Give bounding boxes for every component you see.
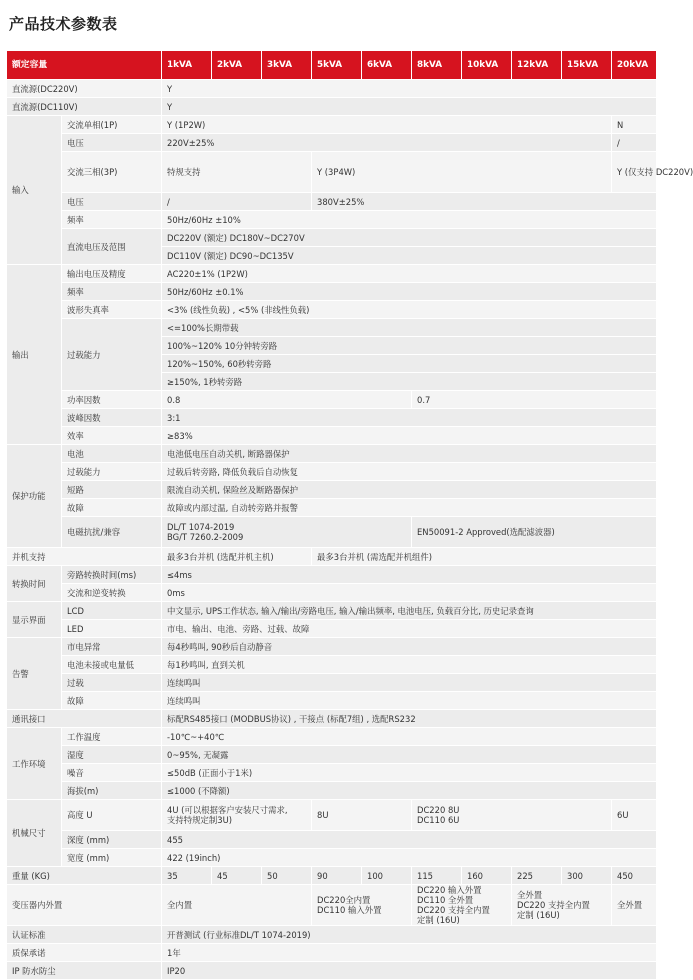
cell-value bbox=[512, 885, 612, 926]
cell-value: ≥150%, 1秒转旁路 bbox=[162, 373, 657, 391]
row-label-ac1p: 交流单相(1P) bbox=[62, 116, 162, 134]
row-label-height: 高度 U bbox=[62, 800, 162, 831]
cell-value: 450 bbox=[612, 867, 657, 885]
header-8kva: 8kVA bbox=[412, 51, 462, 80]
height-line-3: DC220 8U bbox=[417, 805, 460, 815]
cell-value: 限流自动关机, 保险丝及断路器保护 bbox=[162, 481, 657, 499]
cell-value bbox=[412, 885, 512, 926]
transformer-line: DC110 输入外置 bbox=[317, 905, 382, 915]
group-label-dimensions: 机械尺寸 bbox=[7, 800, 62, 867]
row-label-overload: 过载能力 bbox=[62, 319, 162, 391]
row-label-crest-factor: 波峰因数 bbox=[62, 409, 162, 427]
cell-value: 50 bbox=[262, 867, 312, 885]
table-row bbox=[7, 427, 657, 445]
cell-value bbox=[312, 885, 412, 926]
transformer-line: DC110 全外置 bbox=[417, 895, 474, 905]
header-rated-capacity: 额定容量 bbox=[7, 51, 162, 80]
header-10kva: 10kVA bbox=[462, 51, 512, 80]
row-label-overload: 过载能力 bbox=[62, 463, 162, 481]
cell-value: EN50091-2 Approved(选配滤波器) bbox=[412, 517, 657, 548]
cell-value: AC220±1% (1P2W) bbox=[162, 265, 657, 283]
row-label-width: 宽度 (mm) bbox=[62, 849, 162, 867]
cell-value: 45 bbox=[212, 867, 262, 885]
row-label-voltage: 电压 bbox=[62, 193, 162, 211]
cell-value: 故障或内部过温, 自动转旁路并报警 bbox=[162, 499, 657, 517]
row-label-lcd: LCD bbox=[62, 602, 162, 620]
row-label-overload: 过载 bbox=[62, 674, 162, 692]
cell-value: 90 bbox=[312, 867, 362, 885]
header-3kva: 3kVA bbox=[262, 51, 312, 80]
header-20kva: 20kVA bbox=[612, 51, 657, 80]
cell-value: 市电、输出、电池、旁路、过载、故障 bbox=[162, 620, 657, 638]
cell-value: <3% (线性负载) , <5% (非线性负载) bbox=[162, 301, 657, 319]
transformer-line: DC220 支持全内置 bbox=[517, 900, 590, 910]
cell-value: 225 bbox=[512, 867, 562, 885]
table-row bbox=[7, 849, 657, 867]
table-row bbox=[7, 445, 657, 463]
cell-value: 35 bbox=[162, 867, 212, 885]
row-label-altitude: 海拔(m) bbox=[62, 782, 162, 800]
cell-value: 120%~150%, 60秒转旁路 bbox=[162, 355, 657, 373]
table-row bbox=[7, 134, 657, 152]
table-row bbox=[7, 674, 657, 692]
header-12kva: 12kVA bbox=[512, 51, 562, 80]
table-row bbox=[7, 800, 657, 831]
cell-value: Y bbox=[162, 98, 657, 116]
table-row bbox=[7, 283, 657, 301]
table-row bbox=[7, 499, 657, 517]
table-row bbox=[7, 517, 657, 548]
height-line-2: 支持特规定制3U) bbox=[167, 815, 232, 825]
transformer-line: 全外置 bbox=[517, 890, 543, 900]
row-label-frequency: 频率 bbox=[62, 211, 162, 229]
height-line-4: DC110 6U bbox=[417, 815, 460, 825]
table-row bbox=[7, 152, 657, 193]
cell-value: / bbox=[612, 134, 657, 152]
cell-value: 每1秒鸣叫, 直到关机 bbox=[162, 656, 657, 674]
header-5kva: 5kVA bbox=[312, 51, 362, 80]
row-label-dc-range: 直流电压及范围 bbox=[62, 229, 162, 265]
cell-value: / bbox=[162, 193, 312, 211]
row-label-humidity: 湿度 bbox=[62, 746, 162, 764]
cell-value: Y (3P4W) bbox=[312, 152, 612, 193]
row-label-ip-rating: IP 防水防尘 bbox=[7, 962, 162, 980]
table-row bbox=[7, 962, 657, 980]
table-row bbox=[7, 692, 657, 710]
cell-value: ≤4ms bbox=[162, 566, 657, 584]
cell-value: 50Hz/60Hz ±10% bbox=[162, 211, 657, 229]
table-row bbox=[7, 584, 657, 602]
cell-value: 过载后转旁路, 降低负载后自动恢复 bbox=[162, 463, 657, 481]
cell-value: 160 bbox=[462, 867, 512, 885]
cell-value: 0~95%, 无凝露 bbox=[162, 746, 657, 764]
cell-value: 6U bbox=[612, 800, 657, 831]
cell-value: 3:1 bbox=[162, 409, 657, 427]
cell-value: 100%~120% 10分钟转旁路 bbox=[162, 337, 657, 355]
group-label-display: 显示界面 bbox=[7, 602, 62, 638]
table-row bbox=[7, 885, 657, 926]
cell-value: 连续鸣叫 bbox=[162, 674, 657, 692]
header-6kva: 6kVA bbox=[362, 51, 412, 80]
cell-value: DC110V (额定) DC90~DC135V bbox=[162, 247, 657, 265]
cell-value: 全内置 bbox=[162, 885, 312, 926]
table-row bbox=[7, 211, 657, 229]
header-2kva: 2kVA bbox=[212, 51, 262, 80]
row-label-parallel: 并机支持 bbox=[7, 548, 162, 566]
header-15kva: 15kVA bbox=[562, 51, 612, 80]
table-row bbox=[7, 80, 657, 98]
row-label-emc: 电磁抗扰/兼容 bbox=[62, 517, 162, 548]
cell-value: ≤1000 (不降额) bbox=[162, 782, 657, 800]
header-row bbox=[7, 51, 657, 80]
cell-value: 特规支持 bbox=[162, 152, 312, 193]
table-row bbox=[7, 301, 657, 319]
cell-value: <=100%长期带载 bbox=[162, 319, 657, 337]
table-row bbox=[7, 867, 657, 885]
emc-line-2: BG/T 7260.2-2009 bbox=[167, 532, 244, 542]
table-row bbox=[7, 319, 657, 337]
cell-value: 最多3台并机 (需选配并机组件) bbox=[312, 548, 657, 566]
row-label-dc220: 直流源(DC220V) bbox=[7, 80, 162, 98]
table-row bbox=[7, 193, 657, 211]
row-label-weight: 重量 (KG) bbox=[7, 867, 162, 885]
group-label-output: 输出 bbox=[7, 265, 62, 445]
row-label-warranty: 质保承诺 bbox=[7, 944, 162, 962]
cell-value: 100 bbox=[362, 867, 412, 885]
row-label-mains-abnormal: 市电异常 bbox=[62, 638, 162, 656]
cell-value: 0.7 bbox=[412, 391, 657, 409]
cell-value: -10℃~+40℃ bbox=[162, 728, 657, 746]
row-label-led: LED bbox=[62, 620, 162, 638]
table-row bbox=[7, 710, 657, 728]
cell-value: 300 bbox=[562, 867, 612, 885]
table-row bbox=[7, 98, 657, 116]
table-row bbox=[7, 602, 657, 620]
table-row bbox=[7, 638, 657, 656]
row-label-output-voltage: 输出电压及精度 bbox=[62, 265, 162, 283]
transformer-line: DC220 支持全内置 bbox=[417, 905, 490, 915]
transformer-line: 定制 (16U) bbox=[517, 910, 560, 920]
table-row bbox=[7, 265, 657, 283]
table-row bbox=[7, 116, 657, 134]
table-row bbox=[7, 656, 657, 674]
group-label-transfer: 转换时间 bbox=[7, 566, 62, 602]
table-row bbox=[7, 746, 657, 764]
row-label-comm: 通讯接口 bbox=[7, 710, 162, 728]
group-label-alarm: 告警 bbox=[7, 638, 62, 710]
cell-value: 每4秒鸣叫, 90秒后自动静音 bbox=[162, 638, 657, 656]
row-label-battery: 电池 bbox=[62, 445, 162, 463]
group-label-input: 输入 bbox=[7, 116, 62, 265]
cell-value: 380V±25% bbox=[312, 193, 657, 211]
cell-value: 455 bbox=[162, 831, 657, 849]
cell-value bbox=[162, 517, 412, 548]
row-label-ac3p: 交流三相(3P) bbox=[62, 152, 162, 193]
table-row bbox=[7, 548, 657, 566]
table-row bbox=[7, 566, 657, 584]
cell-value: 开普测试 (行业标准DL/T 1074-2019) bbox=[162, 926, 657, 944]
row-label-noise: 噪音 bbox=[62, 764, 162, 782]
row-label-efficiency: 效率 bbox=[62, 427, 162, 445]
cell-value: 0ms bbox=[162, 584, 657, 602]
cell-value: DC220V (额定) DC180V~DC270V bbox=[162, 229, 657, 247]
row-label-fault: 故障 bbox=[62, 499, 162, 517]
row-label-certification: 认证标准 bbox=[7, 926, 162, 944]
transformer-line: DC220 输入外置 bbox=[417, 885, 482, 895]
cell-value: Y (仅支持 DC220V) bbox=[612, 152, 657, 193]
emc-line-1: DL/T 1074-2019 bbox=[167, 522, 235, 532]
table-row bbox=[7, 391, 657, 409]
cell-value: 422 (19inch) bbox=[162, 849, 657, 867]
cell-value bbox=[162, 800, 312, 831]
cell-value: Y bbox=[162, 80, 657, 98]
cell-value: 115 bbox=[412, 867, 462, 885]
table-row bbox=[7, 728, 657, 746]
cell-value: 电池低电压自动关机, 断路器保护 bbox=[162, 445, 657, 463]
cell-value: ≤50dB (正面小于1米) bbox=[162, 764, 657, 782]
table-row bbox=[7, 229, 657, 247]
row-label-temperature: 工作温度 bbox=[62, 728, 162, 746]
row-label-dc110: 直流源(DC110V) bbox=[7, 98, 162, 116]
row-label-battery-low: 电池未接或电量低 bbox=[62, 656, 162, 674]
row-label-depth: 深度 (mm) bbox=[62, 831, 162, 849]
table-row bbox=[7, 926, 657, 944]
row-label-ac-inverter: 交流和逆变转换 bbox=[62, 584, 162, 602]
spec-table bbox=[7, 51, 693, 980]
row-label-transformer: 变压器内外置 bbox=[7, 885, 162, 926]
height-line-1: 4U (可以根据客户安装尺寸需求, bbox=[167, 805, 288, 815]
cell-value: 最多3台并机 (选配并机主机) bbox=[162, 548, 312, 566]
cell-value: ≥83% bbox=[162, 427, 657, 445]
table-row bbox=[7, 764, 657, 782]
row-label-thd: 波形失真率 bbox=[62, 301, 162, 319]
table-row bbox=[7, 409, 657, 427]
table-row bbox=[7, 944, 657, 962]
row-label-short-circuit: 短路 bbox=[62, 481, 162, 499]
cell-value: 全外置 bbox=[612, 885, 657, 926]
cell-value bbox=[412, 800, 612, 831]
row-label-frequency: 频率 bbox=[62, 283, 162, 301]
cell-value: 0.8 bbox=[162, 391, 412, 409]
cell-value: 连续鸣叫 bbox=[162, 692, 657, 710]
row-label-bypass-time: 旁路转换时间(ms) bbox=[62, 566, 162, 584]
cell-value: 中文显示, UPS工作状态, 输入/输出/旁路电压, 输入/输出频率, 电池电压, 负载百分比, 历史记录查询 bbox=[162, 602, 657, 620]
cell-value: Y (1P2W) bbox=[162, 116, 612, 134]
table-row bbox=[7, 782, 657, 800]
transformer-line: 定制 (16U) bbox=[417, 915, 460, 925]
row-label-fault: 故障 bbox=[62, 692, 162, 710]
table-row bbox=[7, 463, 657, 481]
cell-value: 50Hz/60Hz ±0.1% bbox=[162, 283, 657, 301]
transformer-line: DC220全内置 bbox=[317, 895, 371, 905]
cell-value: 1年 bbox=[162, 944, 657, 962]
cell-value: N bbox=[612, 116, 657, 134]
table-row bbox=[7, 831, 657, 849]
cell-value: 220V±25% bbox=[162, 134, 612, 152]
row-label-power-factor: 功率因数 bbox=[62, 391, 162, 409]
page-title: 产品技术参数表 bbox=[9, 15, 118, 33]
header-1kva: 1kVA bbox=[162, 51, 212, 80]
cell-value: 8U bbox=[312, 800, 412, 831]
cell-value: IP20 bbox=[162, 962, 657, 980]
table-row bbox=[7, 620, 657, 638]
group-label-environment: 工作环境 bbox=[7, 728, 62, 800]
group-label-protection: 保护功能 bbox=[7, 445, 62, 548]
cell-value: 标配RS485接口 (MODBUS协议) , 干接点 (标配7组) , 选配RS232 bbox=[162, 710, 657, 728]
table-row bbox=[7, 481, 657, 499]
row-label-voltage: 电压 bbox=[62, 134, 162, 152]
